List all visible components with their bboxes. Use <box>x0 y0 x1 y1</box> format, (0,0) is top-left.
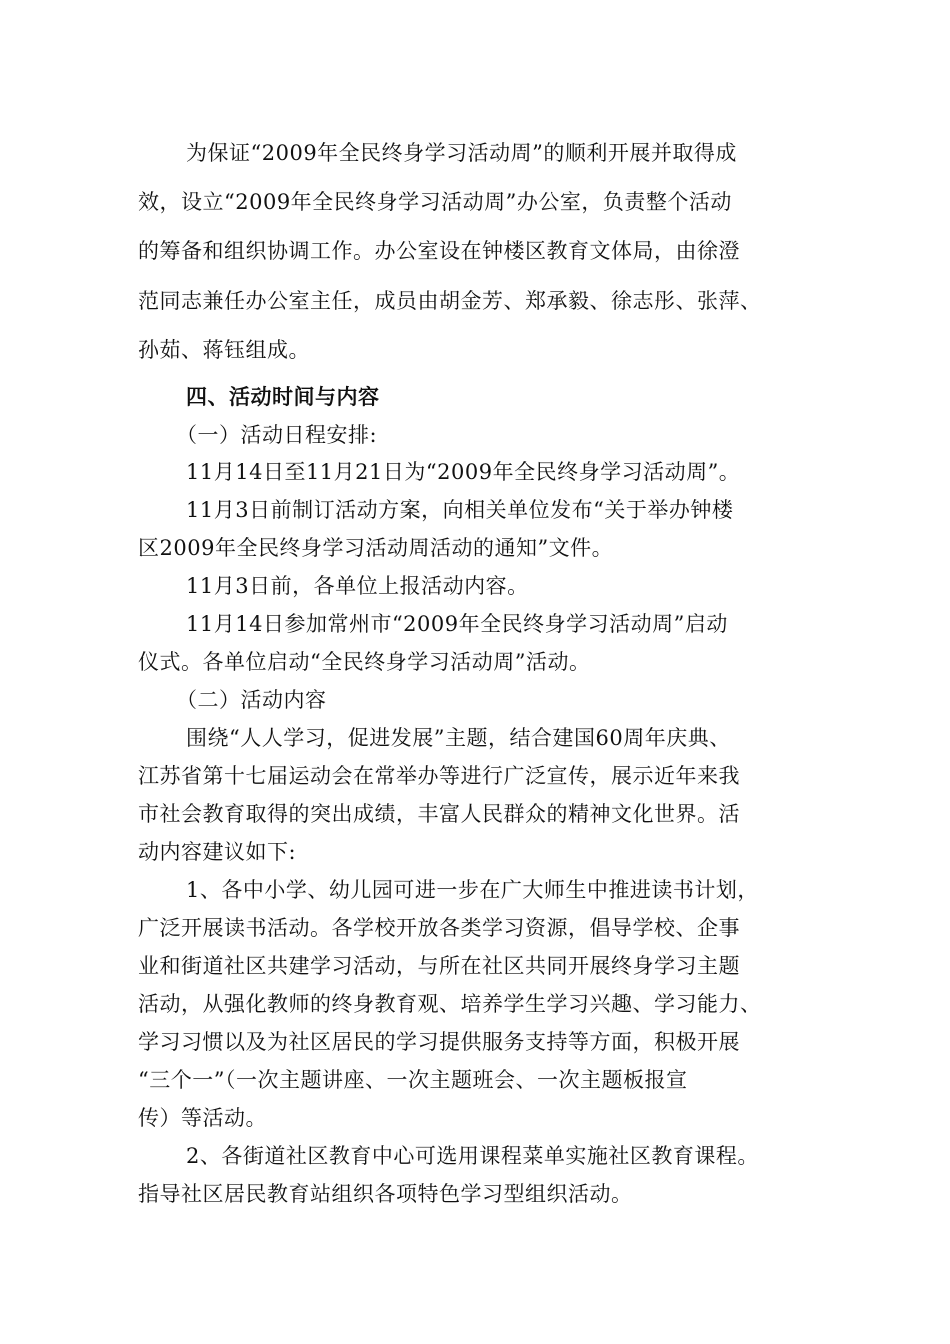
schedule-line: 11月3日前，各单位上报活动内容。 <box>186 574 529 598</box>
paragraph-line: 市社会教育取得的突出成绩，丰富人民群众的精神文化世界。活 <box>138 802 740 826</box>
list-item-line: “三个一”（一次主题讲座、一次主题班会、一次主题板报宣 <box>138 1068 688 1092</box>
list-item-line: 1、各中小学、幼儿园可进一步在广大师生中推进读书计划， <box>186 878 759 902</box>
paragraph-line: 的筹备和组织协调工作。办公室设在钟楼区教育文体局，由徐澄 <box>138 239 740 263</box>
paragraph-line: 范同志兼任办公室主任，成员由胡金芳、郑承毅、徐志彤、张萍、 <box>138 289 762 313</box>
section-heading: 四、活动时间与内容 <box>186 384 380 409</box>
list-item-line: 传）等活动。 <box>138 1106 267 1130</box>
paragraph-line: 江苏省第十七届运动会在常举办等进行广泛宣传，展示近年来我 <box>138 764 740 788</box>
list-item-line: 业和街道社区共建学习活动，与所在社区共同开展终身学习主题 <box>138 954 740 978</box>
schedule-line: 11月14日参加常州市“2009年全民终身学习活动周”启动 <box>186 612 728 636</box>
paragraph-line: 围绕“人人学习，促进发展”主题，结合建国60周年庆典、 <box>186 726 731 750</box>
paragraph-line: 效，设立“2009年全民终身学习活动周”办公室，负责整个活动 <box>138 190 732 214</box>
schedule-line: 11月3日前制订活动方案，向相关单位发布“关于举办钟楼 <box>186 498 734 522</box>
subsection-heading: （二）活动内容 <box>176 688 327 712</box>
list-item-line: 学习习惯以及为社区居民的学习提供服务支持等方面，积极开展 <box>138 1030 740 1054</box>
list-item-line: 活动，从强化教师的终身教育观、培养学生学习兴趣、学习能力、 <box>138 992 762 1016</box>
schedule-line: 区2009年全民终身学习活动周活动的通知”文件。 <box>138 536 614 560</box>
list-item-line: 2、各街道社区教育中心可选用课程菜单实施社区教育课程。 <box>186 1144 759 1168</box>
subsection-heading: （一）活动日程安排: <box>176 423 378 447</box>
paragraph-line: 动内容建议如下: <box>138 840 297 864</box>
paragraph-line: 孙茹、蒋钰组成。 <box>138 338 310 362</box>
schedule-line: 11月14日至11月21日为“2009年全民终身学习活动周”。 <box>186 460 741 484</box>
list-item-line: 广泛开展读书活动。各学校开放各类学习资源，倡导学校、企事 <box>138 916 740 940</box>
list-item-line: 指导社区居民教育站组织各项特色学习型组织活动。 <box>138 1182 633 1206</box>
paragraph-line: 为保证“2009年全民终身学习活动周”的顺利开展并取得成 <box>186 141 737 165</box>
schedule-line: 仪式。各单位启动“全民终身学习活动周”活动。 <box>138 650 591 674</box>
